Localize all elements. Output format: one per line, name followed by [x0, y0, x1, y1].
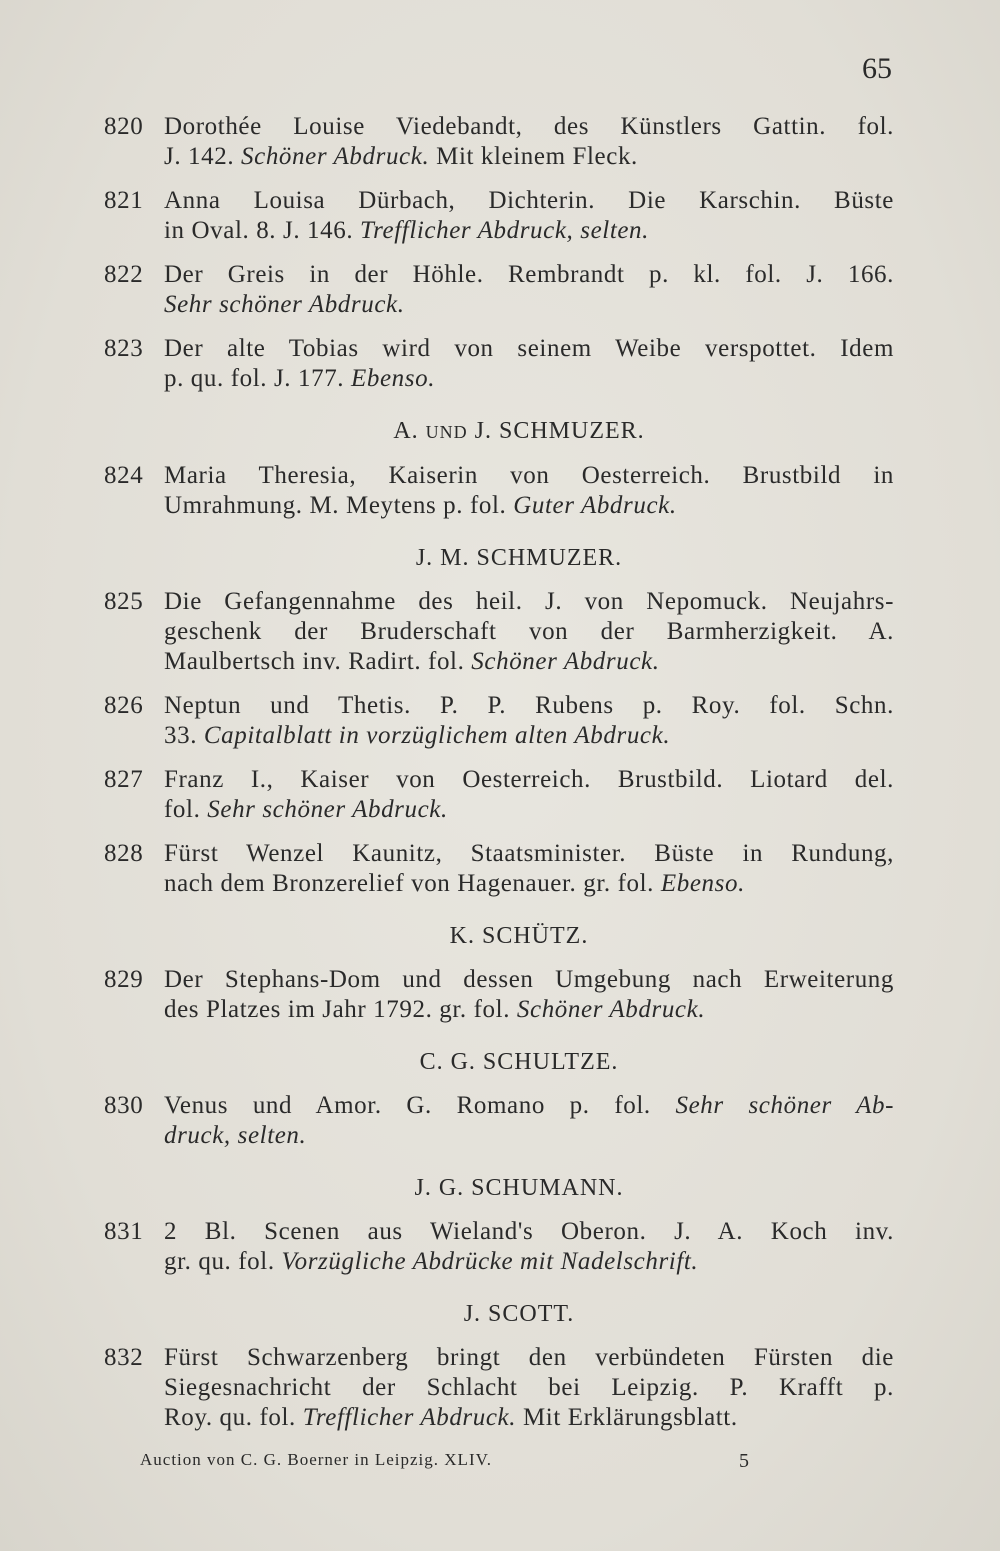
entry-quality: Trefflicher Abdruck, selten. [360, 217, 650, 244]
catalog-entry [104, 461, 894, 521]
entry-quality: Schöner Abdruck. [516, 996, 706, 1023]
entry-segment: J. 142. [164, 143, 242, 170]
entry-text [164, 334, 894, 394]
entry-quality: Schöner Abdruck. [471, 648, 660, 675]
entry-line: Der Stephans-Dom und dessen Umgebung nach Erweiterung [164, 966, 894, 993]
entry-text [164, 691, 894, 751]
artist-heading [104, 416, 894, 447]
catalog-entry [104, 691, 894, 751]
entry-number: 827 [104, 766, 144, 793]
entry-number: 825 [104, 588, 144, 615]
entry-quality: druck, selten. [164, 1122, 307, 1149]
artist-heading: J. M. SCHMUZER. [415, 545, 623, 571]
entry-segment: des Platzes im Jahr 1792. gr. fol. [164, 996, 517, 1023]
entry-text [164, 186, 894, 246]
catalog-entry [104, 1343, 894, 1433]
entry-line [164, 647, 894, 677]
heading-part: UND [425, 422, 468, 442]
catalog-entry [104, 1091, 894, 1151]
entry-segment: nach dem Bronzerelief von Hagenauer. gr. fol. [164, 870, 661, 897]
entry-number: 821 [104, 187, 144, 214]
entry-quality: Guter Abdruck. [513, 492, 677, 519]
entry-segment: in Oval. 8. J. 146. [164, 217, 361, 244]
entry-line [164, 1091, 894, 1121]
catalog-entry [104, 765, 894, 825]
entry-line [164, 290, 894, 320]
entry-number: 828 [104, 840, 144, 867]
entry-number: 831 [104, 1218, 144, 1245]
entry-line [164, 142, 894, 172]
heading-part: J. SCHMUZER. [474, 418, 645, 444]
entry-line: Anna Louisa Dürbach, Dichterin. Die Karschin. Büste [164, 187, 894, 214]
entry-quality: Schöner Abdruck. [241, 143, 430, 170]
entry-segment: Maulbertsch inv. Radirt. fol. [164, 648, 472, 675]
artist-heading: J. SCOTT. [463, 1301, 575, 1327]
entry-line [164, 869, 894, 899]
entry-quality: Trefflicher Abdruck. [302, 1404, 517, 1431]
entry-line: Franz I., Kaiser von Oesterreich. Brustbild. Liotard del. [164, 766, 894, 793]
catalog-entry [104, 965, 894, 1025]
entry-line: Neptun und Thetis. P. P. Rubens p. Roy. fol. Schn. [164, 692, 894, 719]
heading-part: A. [393, 418, 419, 444]
entry-line [164, 1247, 894, 1277]
entry-quality: Capitalblatt in vorzüglichem alten Abdruck. [203, 722, 671, 749]
entry-segment: p. qu. fol. J. 177. [164, 365, 351, 392]
catalog-body [104, 112, 894, 1447]
catalog-entry [104, 334, 894, 394]
entry-segment: 33. [164, 722, 204, 749]
entry-quality: Sehr schöner Abdruck. [207, 796, 448, 823]
entry-text [164, 587, 894, 677]
entry-number: 830 [104, 1092, 144, 1119]
signature-mark: 5 [739, 1450, 750, 1472]
entry-segment: Venus und Amor. G. Romano p. fol. [164, 1092, 676, 1119]
entry-line: Die Gefangennahme des heil. J. von Nepomuck. Neujahrs- [164, 588, 894, 615]
catalog-entry [104, 839, 894, 899]
entry-segment: fol. [164, 796, 208, 823]
entry-line: Dorothée Louise Viedebandt, des Künstlers Gattin. fol. [164, 113, 894, 140]
artist-heading: K. SCHÜTZ. [449, 923, 589, 949]
entry-quality: Ebenso. [660, 870, 745, 897]
entry-text [164, 839, 894, 899]
entry-line [164, 995, 894, 1025]
entry-quality: Sehr schöner Abdruck. [164, 291, 405, 318]
entry-segment: Mit Erklärungsblatt. [516, 1404, 738, 1431]
entry-number: 823 [104, 335, 144, 362]
entry-line: Der alte Tobias wird von seinem Weibe verspottet. Idem [164, 335, 894, 362]
entry-number: 826 [104, 692, 144, 719]
entry-line: Fürst Schwarzenberg bringt den verbündeten Fürsten die [164, 1344, 894, 1371]
entry-text [164, 965, 894, 1025]
entry-line: 2 Bl. Scenen aus Wieland's Oberon. J. A. Koch inv. [164, 1218, 894, 1245]
catalog-entry [104, 186, 894, 246]
entry-line: Maria Theresia, Kaiserin von Oesterreich. Brustbild in [164, 462, 894, 489]
catalog-entry [104, 1217, 894, 1277]
entry-number: 820 [104, 113, 144, 140]
entry-line [164, 721, 894, 751]
entry-quality: Ebenso. [351, 365, 436, 392]
entry-segment: Mit kleinem Fleck. [429, 143, 638, 170]
catalog-entry [104, 260, 894, 320]
footer-imprint: Auction von C. G. Boerner in Leipzig. XLIV. [140, 1450, 492, 1469]
entry-line: Siegesnachricht der Schlacht bei Leipzig. P. Krafft p. [164, 1374, 894, 1401]
entry-text [164, 1091, 894, 1151]
entry-segment: Umrahmung. M. Meytens p. fol. [164, 492, 514, 519]
entry-quality: Vorzügliche Abdrücke mit Nadelschrift. [281, 1248, 699, 1275]
artist-heading: J. G. SCHUMANN. [414, 1175, 624, 1201]
entry-line [164, 216, 894, 246]
catalog-entry [104, 587, 894, 677]
entry-number: 832 [104, 1344, 144, 1371]
entry-segment: gr. qu. fol. [164, 1248, 282, 1275]
entry-line [164, 491, 894, 521]
entry-line: Der Greis in der Höhle. Rembrandt p. kl. fol. J. 166. [164, 261, 894, 288]
entry-number: 829 [104, 966, 144, 993]
entry-text [164, 1217, 894, 1277]
page-footer [140, 1450, 760, 1470]
entry-text [164, 260, 894, 320]
artist-heading: C. G. SCHULTZE. [419, 1049, 619, 1075]
entry-segment: Roy. qu. fol. [164, 1404, 303, 1431]
entry-number: 824 [104, 462, 144, 489]
entry-line [164, 364, 894, 394]
entry-text [164, 765, 894, 825]
page-number: 65 [862, 52, 892, 85]
entry-text [164, 461, 894, 521]
entry-line [164, 795, 894, 825]
entry-line [164, 1403, 894, 1433]
entry-line: Fürst Wenzel Kaunitz, Staatsminister. Büste in Rundung, [164, 840, 894, 867]
entry-line: geschenk der Bruderschaft von der Barmherzigkeit. A. [164, 618, 894, 645]
entry-text [164, 112, 894, 172]
entry-number: 822 [104, 261, 144, 288]
entry-text [164, 1343, 894, 1433]
entry-quality: Sehr schöner Ab- [675, 1092, 894, 1119]
entry-line [164, 1121, 894, 1151]
catalog-entry [104, 112, 894, 172]
